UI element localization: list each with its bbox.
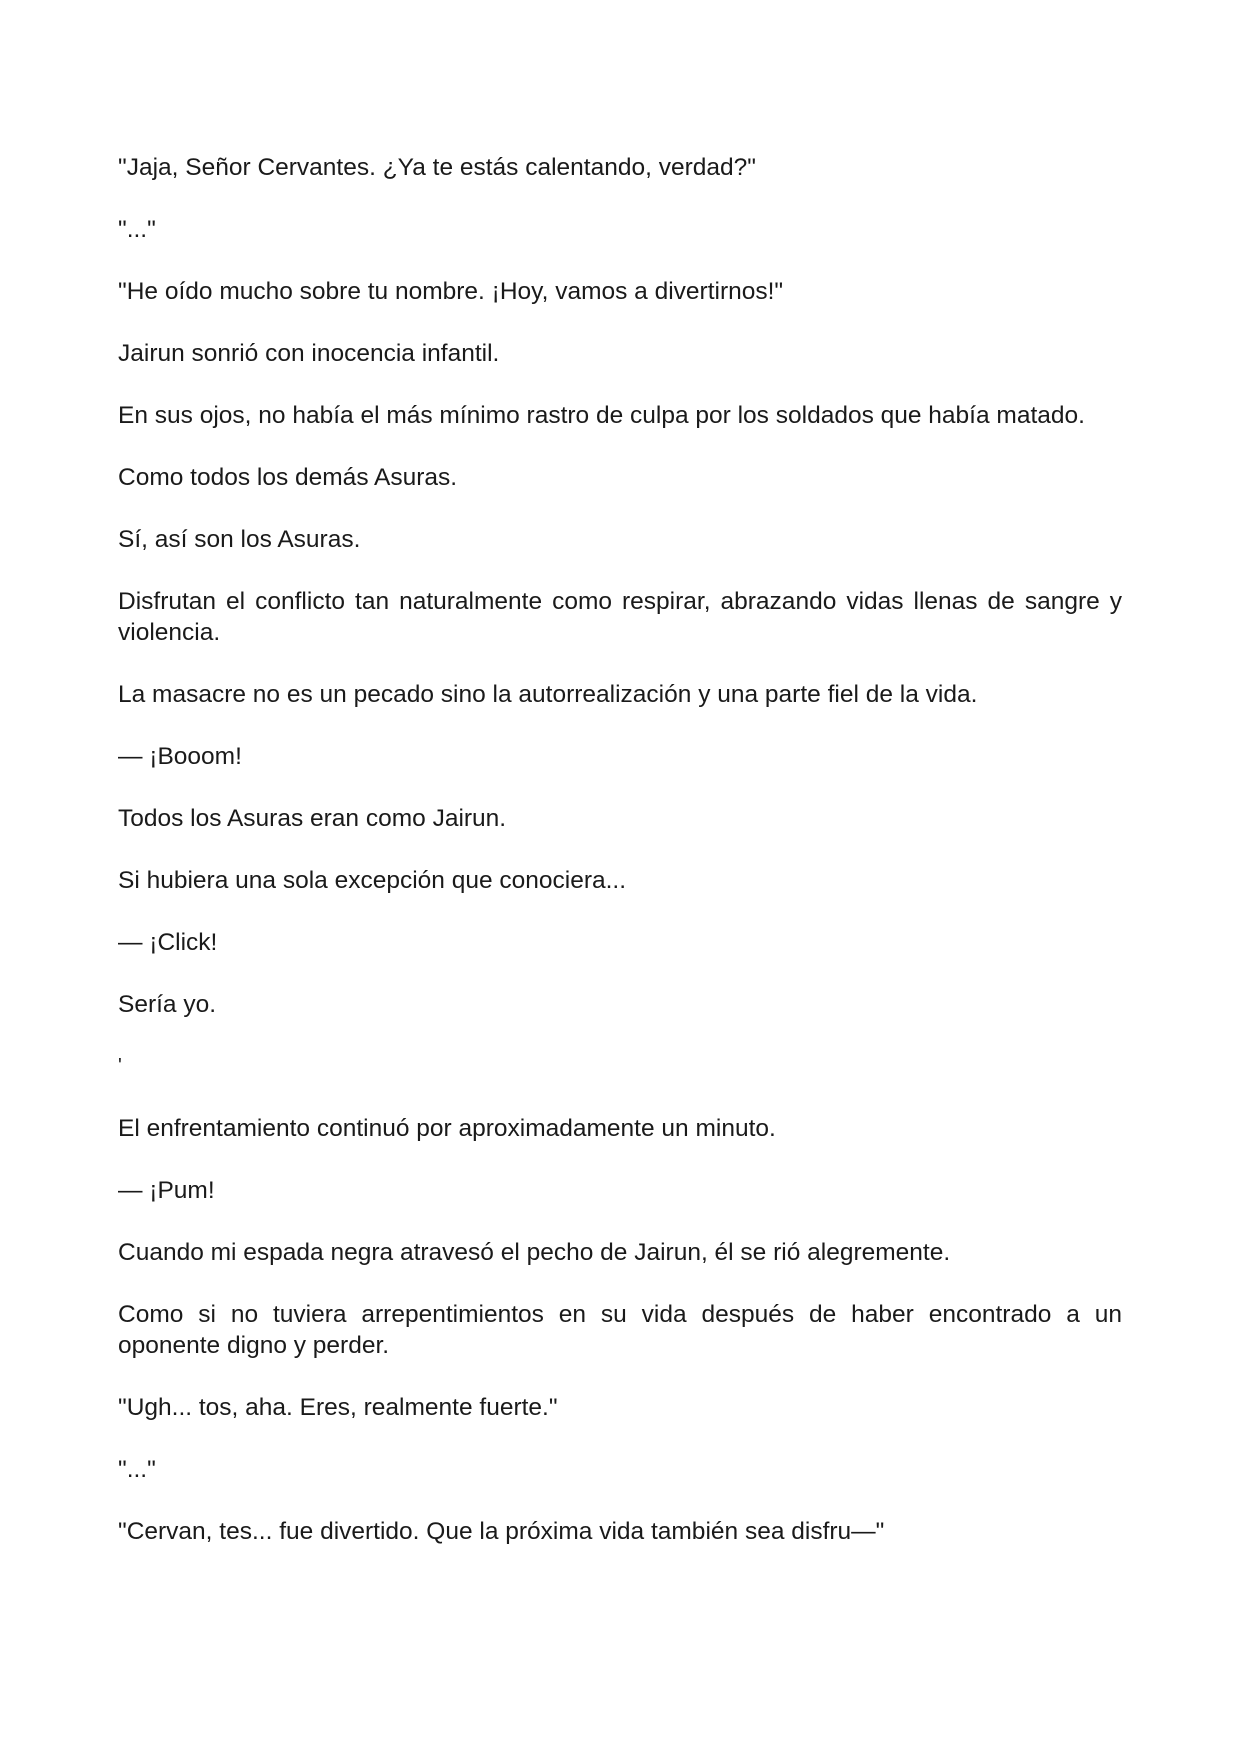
- sound-effect-paragraph: — ¡Click!: [118, 929, 218, 956]
- narration-paragraph: Como todos los demás Asuras.: [118, 464, 458, 491]
- narration-paragraph: Todos los Asuras eran como Jairun.: [118, 805, 507, 832]
- narration-paragraph: El enfrentamiento continuó por aproximadamente un minuto.: [118, 1115, 776, 1142]
- narration-paragraph: Si hubiera una sola excepción que conociera...: [118, 867, 627, 894]
- dialogue-paragraph: "...": [118, 1456, 156, 1483]
- dialogue-paragraph: "Ugh... tos, aha. Eres, realmente fuerte.": [118, 1394, 558, 1421]
- narration-paragraph: Cuando mi espada negra atravesó el pecho de Jairun, él se rió alegremente.: [118, 1239, 951, 1266]
- narration-paragraph: Como si no tuviera arrepentimientos en su vida después de haber encontrado a un oponente digno y perder.: [118, 1301, 1122, 1359]
- sound-effect-paragraph: — ¡Pum!: [118, 1177, 215, 1204]
- narration-paragraph: Sería yo.: [118, 991, 217, 1018]
- dialogue-paragraph: "Cervan, tes... fue divertido. Que la próxima vida también sea disfru—": [118, 1518, 885, 1545]
- dialogue-paragraph: "...": [118, 216, 156, 243]
- sound-effect-paragraph: — ¡Booom!: [118, 743, 242, 770]
- document-page: [118, 152, 1122, 1578]
- narration-paragraph: Disfrutan el conflicto tan naturalmente como respirar, abrazando vidas llenas de sangre y violencia.: [118, 588, 1122, 646]
- narration-paragraph: La masacre no es un pecado sino la autorrealización y una parte fiel de la vida.: [118, 681, 978, 708]
- scene-separator: ': [118, 1055, 122, 1077]
- narration-paragraph: En sus ojos, no había el más mínimo rastro de culpa por los soldados que había matado.: [118, 402, 1085, 429]
- dialogue-paragraph: "Jaja, Señor Cervantes. ¿Ya te estás calentando, verdad?": [118, 154, 756, 181]
- narration-paragraph: Jairun sonrió con inocencia infantil.: [118, 340, 500, 367]
- narration-paragraph: Sí, así son los Asuras.: [118, 526, 361, 553]
- dialogue-paragraph: "He oído mucho sobre tu nombre. ¡Hoy, vamos a divertirnos!": [118, 278, 784, 305]
